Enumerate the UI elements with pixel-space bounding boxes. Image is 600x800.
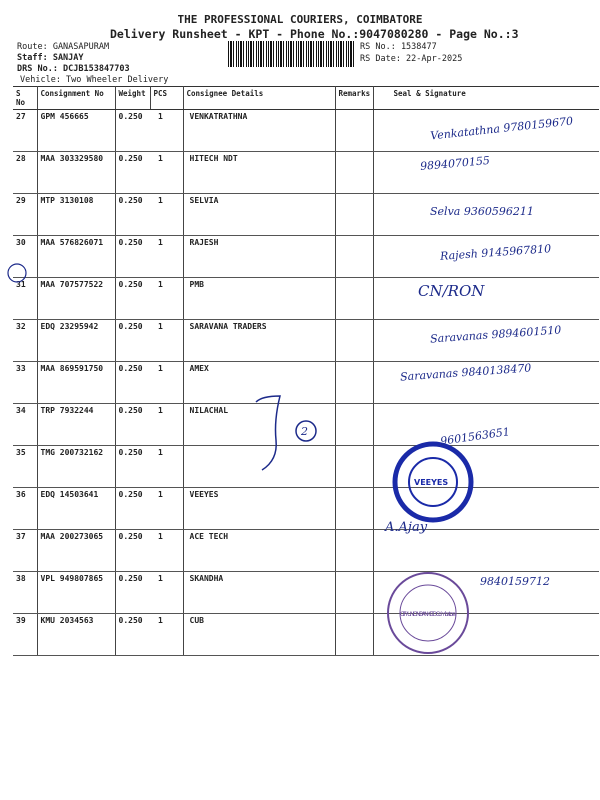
cell-sno: 33 <box>13 362 37 404</box>
signature-32: Saravanas 9894601510 <box>429 323 562 346</box>
cell-weight: 0.250 <box>115 110 150 152</box>
cell-sno: 36 <box>13 488 37 530</box>
cell-pcs: 1 <box>150 404 183 446</box>
cell-cno: MAA 303329580 <box>37 152 115 194</box>
cell-pcs: 1 <box>150 614 183 656</box>
cell-pcs: 1 <box>150 236 183 278</box>
cell-cno: MAA 869591750 <box>37 362 115 404</box>
veeyes-stamp <box>395 444 471 520</box>
cell-consignee: HITECH NDT <box>183 152 335 194</box>
note-31: CN/RON <box>418 282 485 300</box>
cell-cno: GPM 456665 <box>37 110 115 152</box>
cell-consignee: SKANDHA <box>183 572 335 614</box>
cell-consignee: VENKATRATHNA <box>183 110 335 152</box>
col-pcs: PCS <box>150 87 183 110</box>
bracket-number: 2 <box>301 425 308 438</box>
veeyes-stamp-text: VEEYES <box>414 478 449 487</box>
cell-sno: 31 <box>13 278 37 320</box>
cell-pcs: 1 <box>150 194 183 236</box>
cell-consignee: RAJESH <box>183 236 335 278</box>
cell-sno: 34 <box>13 404 37 446</box>
cell-weight: 0.250 <box>115 320 150 362</box>
cell-weight: 0.250 <box>115 488 150 530</box>
cell-cno: EDQ 14503641 <box>37 488 115 530</box>
cell-sno: 30 <box>13 236 37 278</box>
rs-date: RS Date: 22-Apr-2025 <box>360 54 463 64</box>
cell-pcs: 1 <box>150 446 183 488</box>
col-consignment: Consignment No <box>37 87 115 110</box>
cell-weight: 0.250 <box>115 236 150 278</box>
cell-pcs: 1 <box>150 488 183 530</box>
cell-weight: 0.250 <box>115 530 150 572</box>
cell-weight: 0.250 <box>115 446 150 488</box>
cell-consignee: AMEX <box>183 362 335 404</box>
signature-39: 9840159712 <box>480 575 550 588</box>
col-seal-signature: Seal & Signature <box>373 87 599 110</box>
signature-37: A.Ajay <box>385 520 428 535</box>
cell-pcs: 1 <box>150 572 183 614</box>
cell-cno: VPL 949807865 <box>37 572 115 614</box>
cell-consignee: NILACHAL <box>183 404 335 446</box>
cell-weight: 0.250 <box>115 614 150 656</box>
signature-33: Saravanas 9840138470 <box>399 361 532 384</box>
cell-pcs: 1 <box>150 362 183 404</box>
cell-weight: 0.250 <box>115 572 150 614</box>
cell-cno: TRP 7932244 <box>37 404 115 446</box>
col-weight: Weight <box>115 87 150 110</box>
cell-consignee: PMB <box>183 278 335 320</box>
col-sno: S No <box>13 87 37 110</box>
signature-27: Venkatathna 9780159670 <box>429 114 574 143</box>
cell-pcs: 1 <box>150 152 183 194</box>
cell-pcs: 1 <box>150 320 183 362</box>
signature-28: 9894070155 <box>419 153 491 174</box>
cell-sno: 27 <box>13 110 37 152</box>
cell-pcs: 1 <box>150 278 183 320</box>
cell-cno: KMU 2034563 <box>37 614 115 656</box>
cell-cno: MAA 707577522 <box>37 278 115 320</box>
cell-cno: MAA 576826071 <box>37 236 115 278</box>
cub-stamp-text: CITY UNION BANK LTD Coimbatore <box>400 611 456 618</box>
staff: Staff: SANJAY <box>17 53 84 63</box>
col-remarks: Remarks <box>335 87 373 110</box>
rs-number: RS No.: 1538477 <box>360 42 437 52</box>
signature-29: Selva 9360596211 <box>430 205 534 218</box>
cell-weight: 0.250 <box>115 404 150 446</box>
cub-stamp <box>388 573 468 653</box>
cell-weight: 0.250 <box>115 278 150 320</box>
cell-consignee: SELVIA <box>183 194 335 236</box>
route: Route: GANASAPURAM <box>17 42 110 52</box>
signature-30: Rajesh 9145967810 <box>439 242 552 263</box>
cell-sno: 35 <box>13 446 37 488</box>
cell-weight: 0.250 <box>115 194 150 236</box>
cell-weight: 0.250 <box>115 362 150 404</box>
cell-sno: 28 <box>13 152 37 194</box>
col-consignee: Consignee Details <box>183 87 335 110</box>
cell-sno: 32 <box>13 320 37 362</box>
runsheet-subtitle: Delivery Runsheet - KPT - Phone No.:9047080280 - Page No.:3 <box>110 27 519 41</box>
cell-sno: 29 <box>13 194 37 236</box>
signature-35: 9601563651 <box>439 425 511 448</box>
company-title: THE PROFESSIONAL COURIERS, COIMBATORE <box>177 13 423 26</box>
cell-cno: MTP 3130108 <box>37 194 115 236</box>
circle-mark <box>8 264 26 282</box>
cell-consignee: ACE TECH <box>183 530 335 572</box>
cell-cno: MAA 200273065 <box>37 530 115 572</box>
cell-weight: 0.250 <box>115 152 150 194</box>
cell-cno: TMG 200732162 <box>37 446 115 488</box>
cell-sno: 39 <box>13 614 37 656</box>
bracket-mark <box>256 396 280 470</box>
drs-number: DRS No.: DCJB153847703 <box>17 64 130 74</box>
cell-consignee: VEEYES <box>183 488 335 530</box>
cell-cno: EDQ 23295942 <box>37 320 115 362</box>
cell-sno: 38 <box>13 572 37 614</box>
cell-consignee: CUB <box>183 614 335 656</box>
cell-pcs: 1 <box>150 530 183 572</box>
cell-pcs: 1 <box>150 110 183 152</box>
cell-consignee: SARAVANA TRADERS <box>183 320 335 362</box>
vehicle: Vehicle: Two Wheeler Delivery <box>20 75 169 85</box>
cell-sno: 37 <box>13 530 37 572</box>
